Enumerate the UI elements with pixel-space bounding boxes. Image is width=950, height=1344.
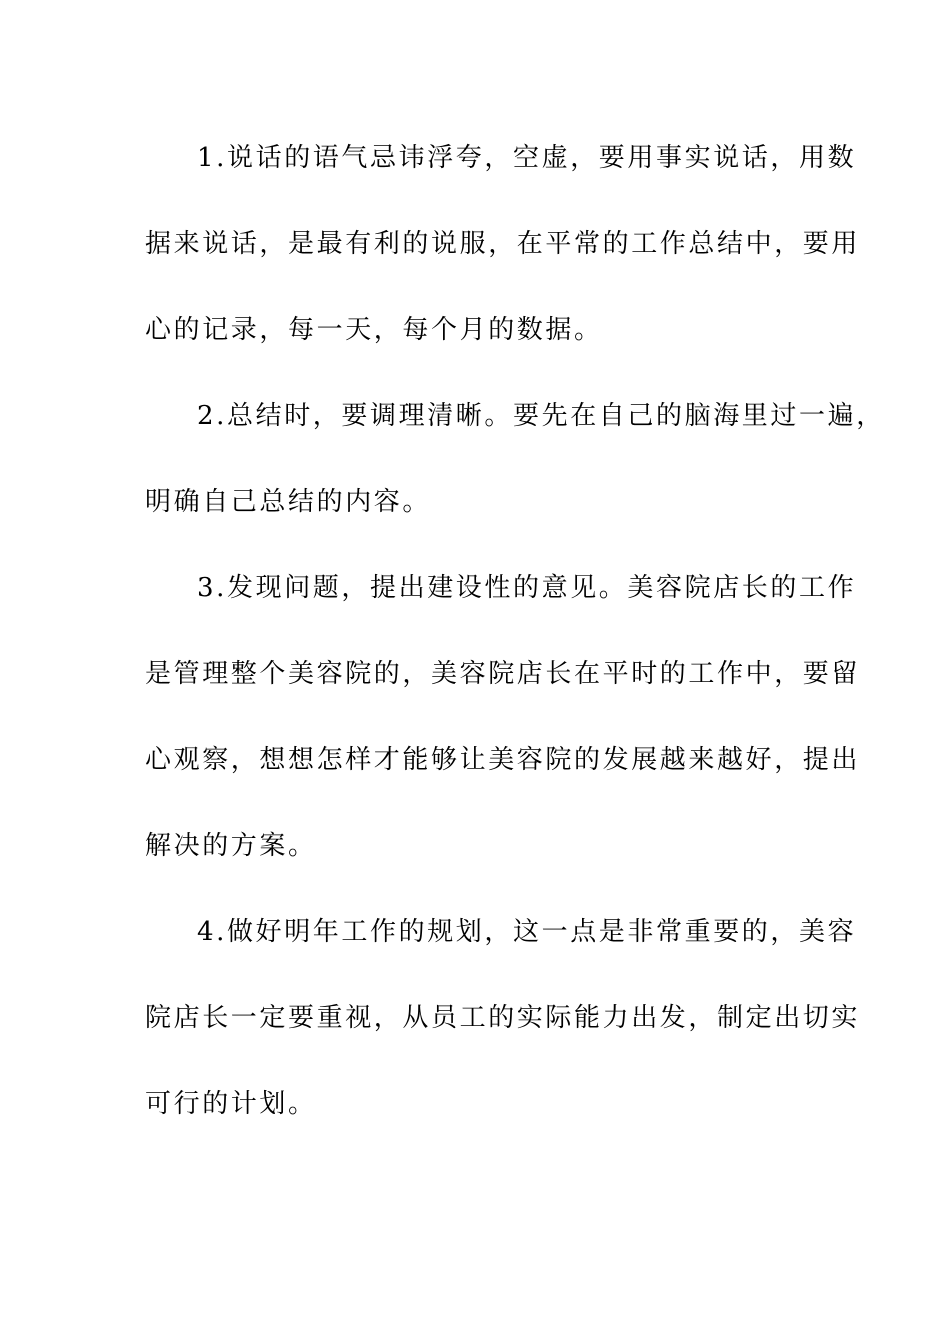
paragraph-3-line-3: 心观察，想想怎样才能够让美容院的发展越来越好，提出 bbox=[145, 745, 861, 775]
paragraph-3-line-4: 解决的方案。 bbox=[145, 831, 317, 861]
paragraph-3-line-2: 是管理整个美容院的，美容院店长在平时的工作中，要留 bbox=[145, 659, 861, 689]
paragraph-2-line-1: 2.总结时，要调理清晰。要先在自己的脑海里过一遍， bbox=[197, 401, 885, 431]
paragraph-1-line-3: 心的记录，每一天，每个月的数据。 bbox=[145, 315, 603, 345]
paragraph-3-line-1: 3.发现问题，提出建设性的意见。美容院店长的工作 bbox=[197, 573, 857, 603]
paragraph-1-line-1: 1.说话的语气忌讳浮夸，空虚，要用事实说话，用数 bbox=[197, 143, 857, 173]
paragraph-4-line-2: 院店长一定要重视，从员工的实际能力出发，制定出切实 bbox=[145, 1003, 861, 1033]
paragraph-4-line-3: 可行的计划。 bbox=[145, 1089, 317, 1119]
paragraph-2-line-2: 明确自己总结的内容。 bbox=[145, 487, 432, 517]
paragraph-4-line-1: 4.做好明年工作的规划，这一点是非常重要的，美容 bbox=[197, 917, 857, 947]
paragraph-1-line-2: 据来说话，是最有利的说服，在平常的工作总结中，要用 bbox=[145, 229, 861, 259]
